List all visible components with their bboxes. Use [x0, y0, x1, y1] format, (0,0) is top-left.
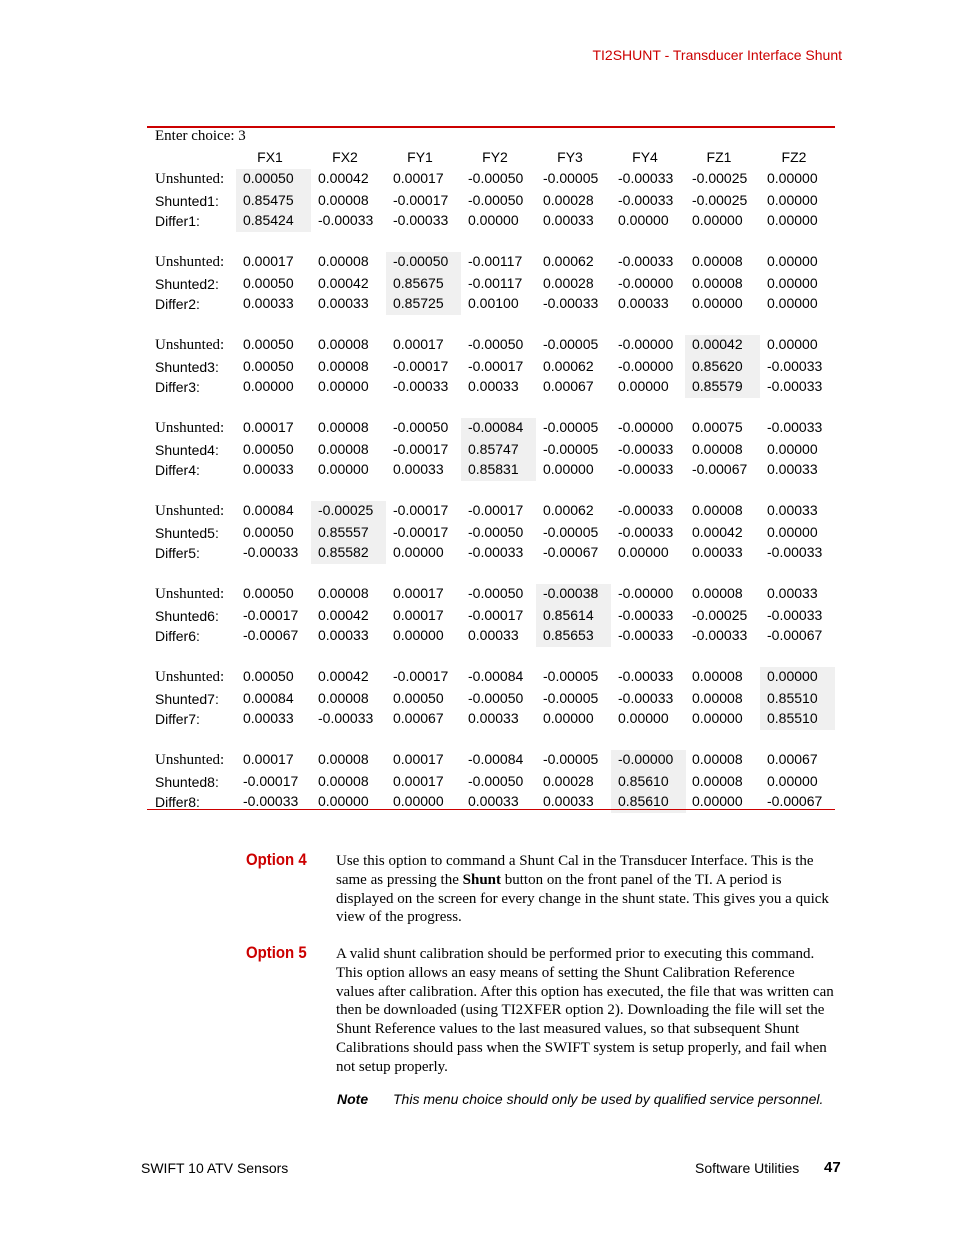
- row-label: Shunted4:: [155, 442, 219, 458]
- table-cell: -0.00033: [618, 524, 674, 540]
- table-cell: 0.85557: [318, 524, 369, 540]
- table-bottom-rule: [147, 809, 835, 810]
- table-cell: 0.00033: [543, 212, 594, 228]
- table-cell: 0.00062: [543, 502, 594, 518]
- table-cell: -0.00033: [692, 627, 748, 643]
- row-label: Unshunted:: [155, 254, 225, 270]
- table-cell: 0.00050: [243, 668, 294, 684]
- table-cell: 0.85831: [468, 461, 519, 477]
- table-cell: 0.00033: [318, 295, 369, 311]
- table-cell: 0.00000: [318, 378, 369, 394]
- footer-doc-title: SWIFT 10 ATV Sensors: [141, 1160, 289, 1176]
- column-header-fy2: FY2: [482, 149, 508, 165]
- table-cell: 0.00008: [692, 275, 743, 291]
- row-label: Differ3:: [155, 379, 200, 395]
- column-header-fy4: FY4: [632, 149, 658, 165]
- table-cell: 0.00050: [243, 358, 294, 374]
- table-cell: 0.00000: [767, 212, 818, 228]
- table-cell: 0.00033: [767, 461, 818, 477]
- running-header-title: TI2SHUNT - Transducer Interface Shunt: [592, 47, 842, 63]
- table-cell: -0.00005: [543, 524, 599, 540]
- table-cell: -0.00033: [318, 710, 374, 726]
- table-cell: 0.00000: [767, 170, 818, 186]
- row-label: Unshunted:: [155, 337, 225, 353]
- row-label: Shunted6:: [155, 608, 219, 624]
- table-cell: -0.00017: [393, 441, 449, 457]
- table-cell: 0.00084: [243, 690, 294, 706]
- table-cell: 0.00008: [318, 253, 369, 269]
- table-cell: -0.00033: [393, 212, 449, 228]
- table-cell: 0.00008: [692, 690, 743, 706]
- table-cell: -0.00050: [468, 773, 524, 789]
- table-cell: 0.00000: [318, 793, 369, 809]
- table-cell: 0.00050: [243, 170, 294, 186]
- table-cell: 0.00062: [543, 253, 594, 269]
- column-header-fz2: FZ2: [781, 149, 807, 165]
- row-label: Differ8:: [155, 794, 200, 810]
- table-cell: 0.85579: [692, 378, 743, 394]
- table-cell: -0.00005: [543, 690, 599, 706]
- table-cell: -0.00005: [543, 441, 599, 457]
- table-cell: -0.00000: [618, 419, 674, 435]
- table-cell: -0.00017: [243, 607, 299, 623]
- table-cell: 0.00033: [243, 710, 294, 726]
- row-label: Unshunted:: [155, 586, 225, 602]
- table-cell: -0.00033: [767, 607, 823, 623]
- table-cell: 0.00033: [767, 585, 818, 601]
- table-cell: -0.00005: [543, 170, 599, 186]
- table-cell: -0.00033: [767, 358, 823, 374]
- table-cell: 0.00100: [468, 295, 519, 311]
- table-cell: 0.00062: [543, 358, 594, 374]
- table-cell: 0.00000: [767, 295, 818, 311]
- table-cell: 0.00042: [318, 275, 369, 291]
- table-cell: -0.00033: [618, 192, 674, 208]
- table-cell: -0.00017: [393, 668, 449, 684]
- table-cell: -0.00017: [393, 502, 449, 518]
- table-cell: 0.00033: [468, 627, 519, 643]
- row-label: Unshunted:: [155, 503, 225, 519]
- table-cell: 0.85510: [767, 690, 818, 706]
- table-cell: -0.00000: [618, 751, 674, 767]
- row-label: Shunted7:: [155, 691, 219, 707]
- table-cell: -0.00017: [393, 524, 449, 540]
- table-cell: -0.00025: [692, 170, 748, 186]
- table-cell: 0.00028: [543, 773, 594, 789]
- table-cell: 0.00033: [468, 378, 519, 394]
- row-label: Unshunted:: [155, 420, 225, 436]
- table-cell: -0.00067: [243, 627, 299, 643]
- table-cell: 0.85610: [618, 773, 669, 789]
- table-cell: 0.85675: [393, 275, 444, 291]
- table-cell: -0.00017: [468, 607, 524, 623]
- table-cell: 0.00000: [767, 773, 818, 789]
- table-cell: 0.85510: [767, 710, 818, 726]
- table-cell: 0.00017: [393, 585, 444, 601]
- table-cell: 0.00033: [618, 295, 669, 311]
- table-cell: 0.00000: [618, 212, 669, 228]
- table-cell: 0.00008: [318, 773, 369, 789]
- table-cell: -0.00025: [692, 607, 748, 623]
- table-cell: 0.00033: [468, 710, 519, 726]
- table-cell: 0.00000: [767, 524, 818, 540]
- table-cell: -0.00050: [468, 192, 524, 208]
- note-text: This menu choice should only be used by qualified service personnel.: [393, 1091, 824, 1107]
- row-label: Unshunted:: [155, 752, 225, 768]
- table-cell: 0.00000: [692, 793, 743, 809]
- row-label: Shunted1:: [155, 193, 219, 209]
- table-cell: -0.00050: [468, 585, 524, 601]
- table-cell: -0.00084: [468, 751, 524, 767]
- table-cell: 0.00033: [543, 793, 594, 809]
- table-cell: 0.00033: [318, 627, 369, 643]
- table-cell: -0.00033: [767, 419, 823, 435]
- table-cell: 0.00008: [318, 336, 369, 352]
- table-cell: -0.00033: [618, 627, 674, 643]
- table-cell: 0.00000: [618, 378, 669, 394]
- table-cell: 0.00017: [243, 419, 294, 435]
- table-cell: 0.00008: [318, 358, 369, 374]
- table-cell: 0.00033: [393, 461, 444, 477]
- option-5-label: Option 5: [246, 943, 307, 962]
- footer-section: Software Utilities: [695, 1160, 800, 1176]
- table-cell: 0.00000: [692, 212, 743, 228]
- table-cell: -0.00000: [618, 358, 674, 374]
- row-label: Differ1:: [155, 213, 200, 229]
- table-cell: -0.00084: [468, 668, 524, 684]
- row-label: Differ4:: [155, 462, 200, 478]
- row-label: Differ5:: [155, 545, 200, 561]
- table-cell: 0.00075: [692, 419, 743, 435]
- table-cell: -0.00033: [767, 544, 823, 560]
- option-5-description: A valid shunt calibration should be performed prior to executing this command. This option allows an easy means of setting the Shunt Calibration Reference values after calibration. After this option has executed, the file that was written can then be downloaded (using TI2XFER option 2). Downloading the file will set the Shunt Reference values to the last measured values, so that subsequent Shunt Calibrations should pass when the SWIFT system is setup properly, and fail when not setup properly.: [336, 946, 834, 1075]
- table-cell: 0.00050: [393, 690, 444, 706]
- table-cell: 0.00017: [393, 773, 444, 789]
- table-cell: 0.85653: [543, 627, 594, 643]
- page-number: 47: [824, 1159, 841, 1176]
- table-cell: 0.00050: [243, 524, 294, 540]
- table-cell: 0.00033: [243, 461, 294, 477]
- table-cell: -0.00117: [468, 275, 523, 291]
- shunt-button-name: Shunt: [462, 871, 502, 888]
- table-cell: 0.00000: [767, 668, 818, 684]
- row-label: Differ6:: [155, 628, 200, 644]
- row-label: Shunted5:: [155, 525, 219, 541]
- table-cell: 0.00008: [692, 253, 743, 269]
- column-header-fz1: FZ1: [706, 149, 732, 165]
- table-cell: -0.00038: [543, 585, 599, 601]
- table-cell: -0.00033: [618, 461, 674, 477]
- table-cell: 0.00008: [692, 668, 743, 684]
- table-cell: -0.00033: [468, 544, 524, 560]
- table-cell: -0.00033: [618, 690, 674, 706]
- row-label: Shunted3:: [155, 359, 219, 375]
- table-cell: 0.85424: [243, 212, 294, 228]
- row-label: Unshunted:: [155, 171, 225, 187]
- table-cell: 0.00000: [618, 710, 669, 726]
- table-cell: 0.00033: [243, 295, 294, 311]
- table-cell: 0.00017: [393, 607, 444, 623]
- table-cell: 0.00000: [618, 544, 669, 560]
- table-cell: -0.00000: [618, 585, 674, 601]
- column-header-fx2: FX2: [332, 149, 358, 165]
- row-label: Differ7:: [155, 711, 200, 727]
- table-cell: 0.00042: [692, 336, 743, 352]
- table-cell: 0.00008: [692, 502, 743, 518]
- table-cell: 0.00050: [243, 441, 294, 457]
- table-cell: 0.00008: [318, 192, 369, 208]
- table-cell: 0.00008: [692, 773, 743, 789]
- table-cell: 0.00008: [318, 690, 369, 706]
- table-cell: -0.00017: [393, 358, 449, 374]
- table-cell: 0.00000: [468, 212, 519, 228]
- table-cell: 0.00017: [243, 751, 294, 767]
- table-cell: -0.00084: [468, 419, 524, 435]
- table-cell: 0.00067: [767, 751, 818, 767]
- table-cell: -0.00025: [318, 502, 374, 518]
- table-cell: 0.00000: [767, 275, 818, 291]
- table-cell: -0.00033: [243, 544, 299, 560]
- table-cell: -0.00050: [468, 336, 524, 352]
- table-cell: 0.00000: [393, 793, 444, 809]
- table-cell: 0.00067: [393, 710, 444, 726]
- table-cell: -0.00050: [393, 419, 449, 435]
- table-cell: -0.00005: [543, 751, 599, 767]
- table-cell: -0.00017: [393, 192, 449, 208]
- column-header-fy1: FY1: [407, 149, 433, 165]
- table-cell: -0.00033: [393, 378, 449, 394]
- table-cell: -0.00067: [767, 627, 823, 643]
- table-cell: -0.00050: [468, 690, 524, 706]
- table-cell: 0.85620: [692, 358, 743, 374]
- row-label: Shunted2:: [155, 276, 219, 292]
- option-4-description: Use this option to command a Shunt Cal in the Transducer Interface. This is the same as pressing the Shunt button on the front panel of the TI. A period is displayed on the screen for every change in the shunt state. This gives you a quick view of the progress.: [336, 853, 829, 926]
- table-cell: -0.00017: [468, 502, 524, 518]
- table-cell: -0.00067: [692, 461, 748, 477]
- table-cell: -0.00033: [618, 253, 674, 269]
- table-cell: 0.00033: [468, 793, 519, 809]
- table-cell: -0.00025: [692, 192, 748, 208]
- table-cell: 0.00042: [318, 668, 369, 684]
- console-prompt: Enter choice: 3: [155, 128, 246, 144]
- table-cell: 0.00050: [243, 275, 294, 291]
- table-cell: -0.00017: [468, 358, 524, 374]
- table-cell: 0.00050: [243, 585, 294, 601]
- table-cell: 0.00033: [692, 544, 743, 560]
- table-cell: -0.00033: [618, 170, 674, 186]
- table-cell: -0.00067: [767, 793, 823, 809]
- column-header-fx1: FX1: [257, 149, 283, 165]
- table-cell: -0.00033: [618, 607, 674, 623]
- table-cell: 0.00000: [692, 710, 743, 726]
- table-cell: 0.00042: [318, 170, 369, 186]
- table-cell: 0.00008: [692, 585, 743, 601]
- table-cell: 0.00000: [767, 192, 818, 208]
- table-cell: 0.00008: [692, 751, 743, 767]
- table-cell: 0.00050: [243, 336, 294, 352]
- option-4-label: Option 4: [246, 850, 307, 869]
- table-cell: -0.00050: [393, 253, 449, 269]
- table-cell: -0.00017: [243, 773, 299, 789]
- table-cell: 0.00017: [393, 751, 444, 767]
- table-cell: 0.00000: [393, 544, 444, 560]
- table-cell: 0.00017: [393, 336, 444, 352]
- table-cell: -0.00050: [468, 524, 524, 540]
- row-label: Differ2:: [155, 296, 200, 312]
- table-cell: 0.85610: [618, 793, 669, 809]
- table-cell: 0.00042: [692, 524, 743, 540]
- table-cell: 0.00000: [543, 461, 594, 477]
- table-cell: 0.00008: [318, 751, 369, 767]
- table-cell: 0.00008: [318, 585, 369, 601]
- table-cell: -0.00033: [618, 441, 674, 457]
- table-cell: -0.00033: [318, 212, 374, 228]
- column-header-fy3: FY3: [557, 149, 583, 165]
- table-cell: 0.85747: [468, 441, 519, 457]
- table-cell: 0.00017: [393, 170, 444, 186]
- table-cell: -0.00067: [543, 544, 599, 560]
- table-cell: -0.00033: [543, 295, 599, 311]
- table-cell: -0.00005: [543, 419, 599, 435]
- table-cell: -0.00117: [468, 253, 523, 269]
- table-cell: -0.00033: [767, 378, 823, 394]
- table-cell: 0.85582: [318, 544, 369, 560]
- table-cell: 0.00000: [243, 378, 294, 394]
- table-cell: 0.85725: [393, 295, 444, 311]
- table-cell: 0.00067: [543, 378, 594, 394]
- table-cell: 0.00084: [243, 502, 294, 518]
- table-cell: 0.00028: [543, 275, 594, 291]
- table-cell: 0.00000: [543, 710, 594, 726]
- table-cell: 0.00000: [767, 441, 818, 457]
- table-cell: -0.00005: [543, 668, 599, 684]
- table-cell: 0.00033: [767, 502, 818, 518]
- table-top-rule: [147, 126, 835, 128]
- table-cell: -0.00000: [618, 336, 674, 352]
- table-cell: -0.00050: [468, 170, 524, 186]
- table-cell: 0.00000: [318, 461, 369, 477]
- table-cell: 0.00000: [767, 336, 818, 352]
- table-cell: 0.00017: [243, 253, 294, 269]
- table-cell: 0.00008: [692, 441, 743, 457]
- table-cell: 0.00000: [767, 253, 818, 269]
- table-cell: 0.85475: [243, 192, 294, 208]
- table-cell: -0.00033: [618, 502, 674, 518]
- note-label: Note: [337, 1091, 369, 1107]
- table-cell: 0.00042: [318, 607, 369, 623]
- table-cell: -0.00005: [543, 336, 599, 352]
- table-cell: 0.85614: [543, 607, 594, 623]
- table-cell: -0.00000: [618, 275, 674, 291]
- row-label: Shunted8:: [155, 774, 219, 790]
- table-cell: 0.00000: [692, 295, 743, 311]
- row-label: Unshunted:: [155, 669, 225, 685]
- table-cell: -0.00033: [243, 793, 299, 809]
- table-cell: 0.00028: [543, 192, 594, 208]
- table-cell: 0.00008: [318, 419, 369, 435]
- table-cell: 0.00000: [393, 627, 444, 643]
- table-cell: -0.00033: [618, 668, 674, 684]
- table-cell: 0.00008: [318, 441, 369, 457]
